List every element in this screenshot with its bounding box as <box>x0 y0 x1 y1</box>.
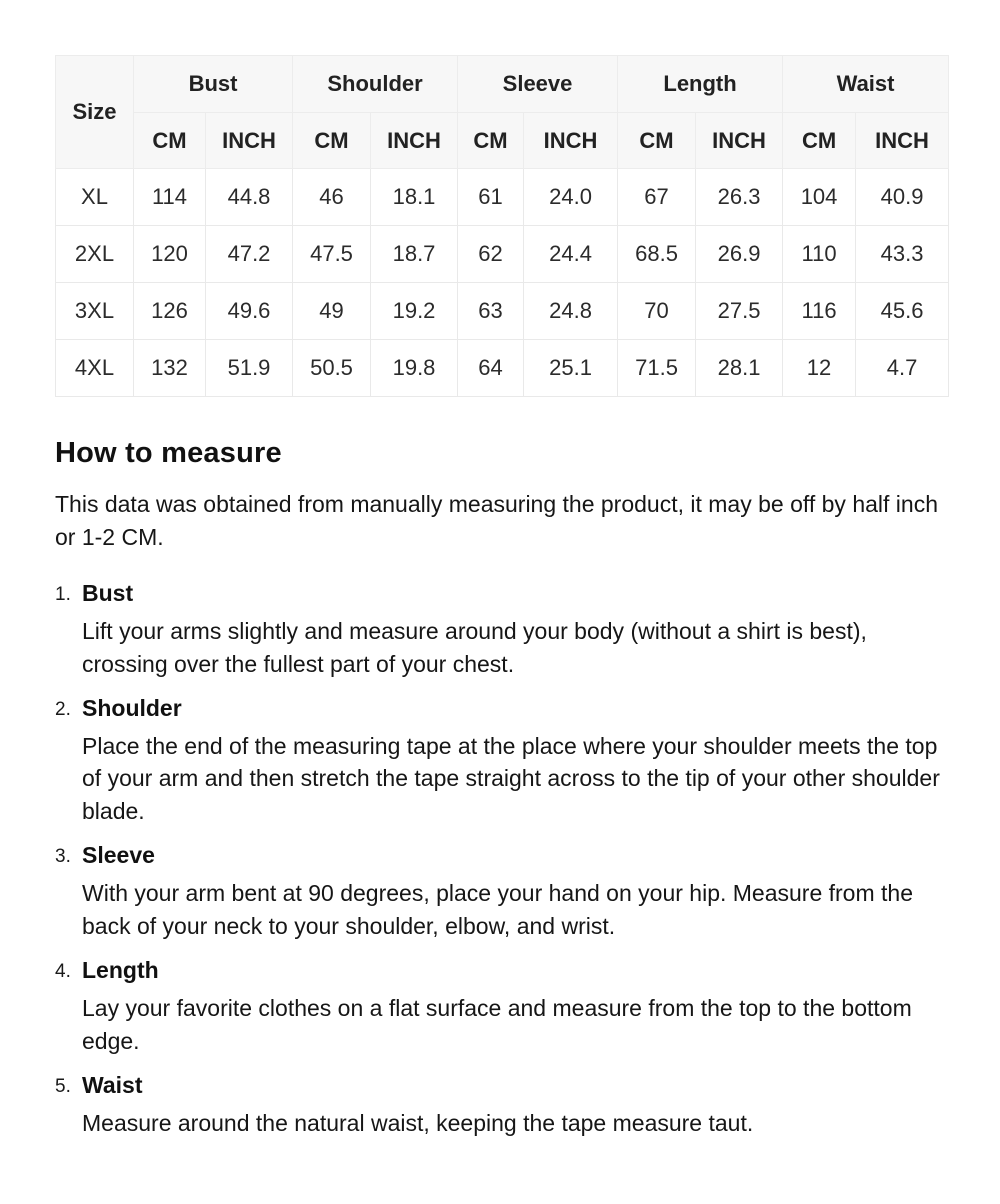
value-cell: 132 <box>134 340 206 397</box>
value-cell: 45.6 <box>856 283 949 340</box>
unit-header-length-cm: CM <box>618 113 696 169</box>
list-item-term: Waist <box>82 1071 143 1098</box>
value-cell: 70 <box>618 283 696 340</box>
value-cell: 61 <box>458 169 524 226</box>
group-header-length: Length <box>618 56 783 113</box>
value-cell: 27.5 <box>696 283 783 340</box>
size-column-header: Size <box>56 56 134 169</box>
size-cell: 2XL <box>56 226 134 283</box>
group-header-sleeve: Sleeve <box>458 56 618 113</box>
value-cell: 68.5 <box>618 226 696 283</box>
value-cell: 120 <box>134 226 206 283</box>
size-cell: 4XL <box>56 340 134 397</box>
list-item-length <box>55 957 945 1058</box>
unit-header-bust-inch: INCH <box>206 113 293 169</box>
page-title: How to measure <box>55 437 282 469</box>
list-item-term: Bust <box>82 579 134 606</box>
unit-header-waist-inch: INCH <box>856 113 949 169</box>
list-item-term: Length <box>82 956 159 983</box>
value-cell: 40.9 <box>856 169 949 226</box>
value-cell: 126 <box>134 283 206 340</box>
value-cell: 24.4 <box>524 226 618 283</box>
value-cell: 46 <box>293 169 371 226</box>
value-cell: 26.3 <box>696 169 783 226</box>
list-item-bust <box>55 580 945 681</box>
list-item-term: Shoulder <box>82 694 182 721</box>
list-item-description: Lay your favorite clothes on a flat surface and measure from the top to the bottom edge. <box>82 994 912 1054</box>
value-cell: 44.8 <box>206 169 293 226</box>
value-cell: 47.2 <box>206 226 293 283</box>
table-row-4xl <box>56 340 949 397</box>
list-item-number: 5. <box>55 1075 71 1097</box>
list-item-term: Sleeve <box>82 842 155 869</box>
value-cell: 28.1 <box>696 340 783 397</box>
unit-header-bust-cm: CM <box>134 113 206 169</box>
list-item-description: Lift your arms slightly and measure around your body (without a shirt is best), crossing over the fullest part of your chest. <box>82 617 867 677</box>
header-unit-row <box>56 113 949 169</box>
value-cell: 51.9 <box>206 340 293 397</box>
list-item-description: Measure around the natural waist, keeping the tape measure taut. <box>82 1109 754 1136</box>
group-header-shoulder: Shoulder <box>293 56 458 113</box>
list-item-shoulder <box>55 695 945 829</box>
unit-header-shoulder-cm: CM <box>293 113 371 169</box>
group-header-waist: Waist <box>783 56 949 113</box>
value-cell: 18.1 <box>371 169 458 226</box>
unit-header-waist-cm: CM <box>783 113 856 169</box>
value-cell: 24.8 <box>524 283 618 340</box>
size-chart-body <box>56 169 949 397</box>
value-cell: 12 <box>783 340 856 397</box>
value-cell: 18.7 <box>371 226 458 283</box>
group-header-bust: Bust <box>134 56 293 113</box>
list-item-number: 3. <box>55 846 71 868</box>
list-item-waist <box>55 1072 945 1140</box>
table-row-2xl <box>56 226 949 283</box>
measure-intro-text: This data was obtained from manually measuring the product, it may be off by half inch or 1-2 CM. <box>55 491 938 550</box>
list-item-number: 4. <box>55 960 71 982</box>
value-cell: 49.6 <box>206 283 293 340</box>
value-cell: 24.0 <box>524 169 618 226</box>
list-item-sleeve <box>55 842 945 943</box>
value-cell: 116 <box>783 283 856 340</box>
value-cell: 67 <box>618 169 696 226</box>
value-cell: 71.5 <box>618 340 696 397</box>
value-cell: 62 <box>458 226 524 283</box>
value-cell: 25.1 <box>524 340 618 397</box>
list-item-description: With your arm bent at 90 degrees, place your hand on your hip. Measure from the back of your neck to your shoulder, elbow, and wrist. <box>82 880 913 939</box>
how-to-measure-section <box>55 437 945 1140</box>
unit-header-shoulder-inch: INCH <box>371 113 458 169</box>
table-row-xl <box>56 169 949 226</box>
unit-header-length-inch: INCH <box>696 113 783 169</box>
value-cell: 43.3 <box>856 226 949 283</box>
value-cell: 49 <box>293 283 371 340</box>
size-cell: 3XL <box>56 283 134 340</box>
value-cell: 50.5 <box>293 340 371 397</box>
unit-header-sleeve-cm: CM <box>458 113 524 169</box>
list-item-number: 1. <box>55 583 71 605</box>
table-row-3xl <box>56 283 949 340</box>
value-cell: 110 <box>783 226 856 283</box>
header-group-row <box>56 56 949 113</box>
unit-header-sleeve-inch: INCH <box>524 113 618 169</box>
value-cell: 64 <box>458 340 524 397</box>
value-cell: 47.5 <box>293 226 371 283</box>
value-cell: 26.9 <box>696 226 783 283</box>
size-chart-header <box>56 56 949 169</box>
list-item-number: 2. <box>55 698 71 720</box>
size-chart-table <box>55 55 949 397</box>
value-cell: 19.2 <box>371 283 458 340</box>
value-cell: 19.8 <box>371 340 458 397</box>
value-cell: 104 <box>783 169 856 226</box>
value-cell: 63 <box>458 283 524 340</box>
list-item-description: Place the end of the measuring tape at the place where your shoulder meets the top of your arm and then stretch the tape straight across to the tip of your other shoulder blade. <box>82 732 940 825</box>
value-cell: 4.7 <box>856 340 949 397</box>
measure-instruction-list <box>55 580 945 1140</box>
value-cell: 114 <box>134 169 206 226</box>
size-cell: XL <box>56 169 134 226</box>
